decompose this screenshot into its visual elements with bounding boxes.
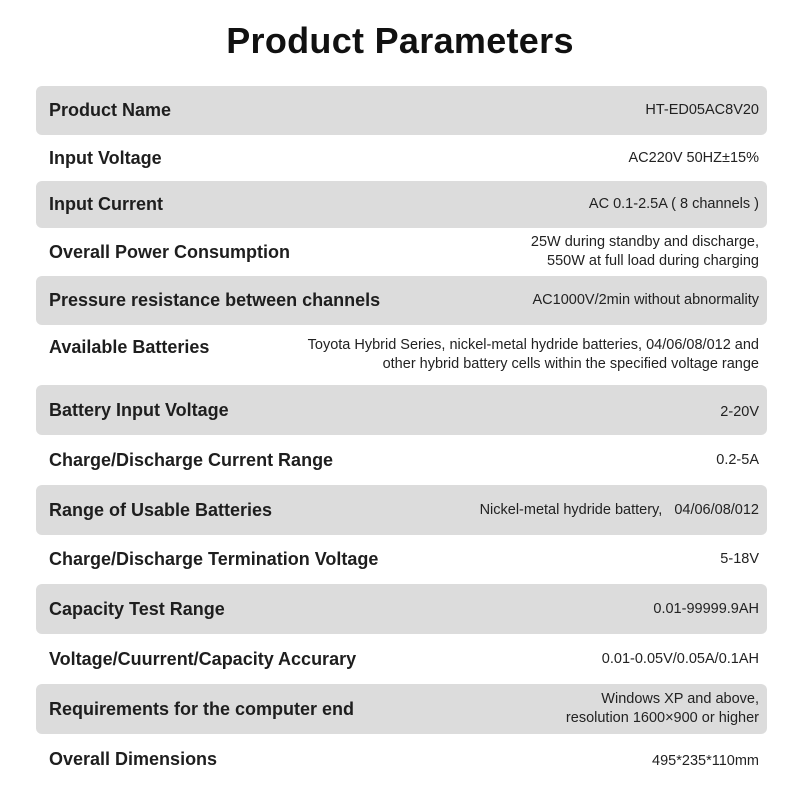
- row-label: Product Name: [49, 100, 172, 120]
- row-label: Available Batteries: [49, 337, 210, 357]
- row-label: Input Current: [49, 194, 163, 214]
- row-value: [533, 276, 759, 325]
- row-label: Range of Usable Batteries: [49, 499, 273, 520]
- row-value: [480, 485, 759, 535]
- table-row: [36, 684, 767, 734]
- row-value: [720, 385, 759, 435]
- row-value: [653, 584, 759, 634]
- table-row: [36, 325, 767, 385]
- row-label: Overall Power Consumption: [49, 241, 291, 262]
- row-value-line: 2-20V: [720, 403, 759, 420]
- row-value-line: 5-18V: [720, 551, 759, 567]
- row-label: Voltage/Cuurrent/Capacity Accurary: [49, 648, 357, 669]
- table-row: [36, 181, 767, 228]
- page-title: Product Parameters: [226, 20, 574, 61]
- row-label: Battery Input Voltage: [49, 399, 229, 420]
- row-value: [602, 634, 759, 684]
- row-value-line: AC1000V/2min without abnormality: [532, 292, 759, 308]
- row-value-line: other hybrid battery cells within the specified voltage range: [382, 356, 759, 372]
- row-value-line: AC 0.1-2.5A ( 8 channels ): [588, 196, 759, 212]
- table-row: [36, 485, 767, 535]
- row-label: Pressure resistance between channels: [49, 290, 381, 310]
- row-value: [652, 734, 759, 784]
- table-row: [36, 385, 767, 435]
- row-value: [566, 684, 759, 734]
- row-label: Charge/Discharge Termination Voltage: [49, 549, 379, 569]
- row-value-line: AC220V 50HZ±15%: [628, 149, 759, 166]
- row-value: [720, 535, 759, 584]
- row-value-line: resolution 1600×900 or higher: [565, 710, 759, 726]
- row-label: Capacity Test Range: [49, 598, 225, 619]
- row-value-line: 25W during standby and discharge,: [530, 234, 759, 250]
- row-value: [589, 181, 759, 228]
- row-value-line: Toyota Hybrid Series, nickel-metal hydride batteries, 04/06/08/012 and: [307, 337, 759, 353]
- row-value: [716, 435, 759, 485]
- row-label: Overall Dimensions: [49, 748, 218, 769]
- table-row: [36, 634, 767, 684]
- table-row: [36, 435, 767, 485]
- row-value: [531, 228, 759, 276]
- table-row: [36, 276, 767, 325]
- table-row: [36, 135, 767, 181]
- row-value-line: 0.2-5A: [716, 451, 759, 468]
- table-row: [36, 535, 767, 584]
- table-row: [36, 584, 767, 634]
- table-row: [36, 734, 767, 784]
- row-value-line: 550W at full load during charging: [547, 253, 759, 269]
- row-value-line: 495*235*110mm: [652, 752, 759, 769]
- table-row: [36, 228, 767, 276]
- row-value-line: HT-ED05AC8V20: [645, 102, 759, 118]
- row-value-line: Windows XP and above,: [601, 691, 759, 707]
- row-value-line: Nickel-metal hydride battery, 04/06/08/012: [479, 501, 759, 518]
- table-row: [36, 86, 767, 135]
- row-value-line: 0.01-99999.9AH: [653, 600, 759, 617]
- row-label: Input Voltage: [49, 147, 162, 168]
- row-value-line: 0.01-0.05V/0.05A/0.1AH: [601, 650, 759, 667]
- row-value: [645, 86, 759, 135]
- row-label: Requirements for the computer end: [49, 698, 355, 719]
- row-value: [629, 135, 759, 181]
- row-value: [308, 325, 759, 385]
- row-label: Charge/Discharge Current Range: [49, 449, 334, 470]
